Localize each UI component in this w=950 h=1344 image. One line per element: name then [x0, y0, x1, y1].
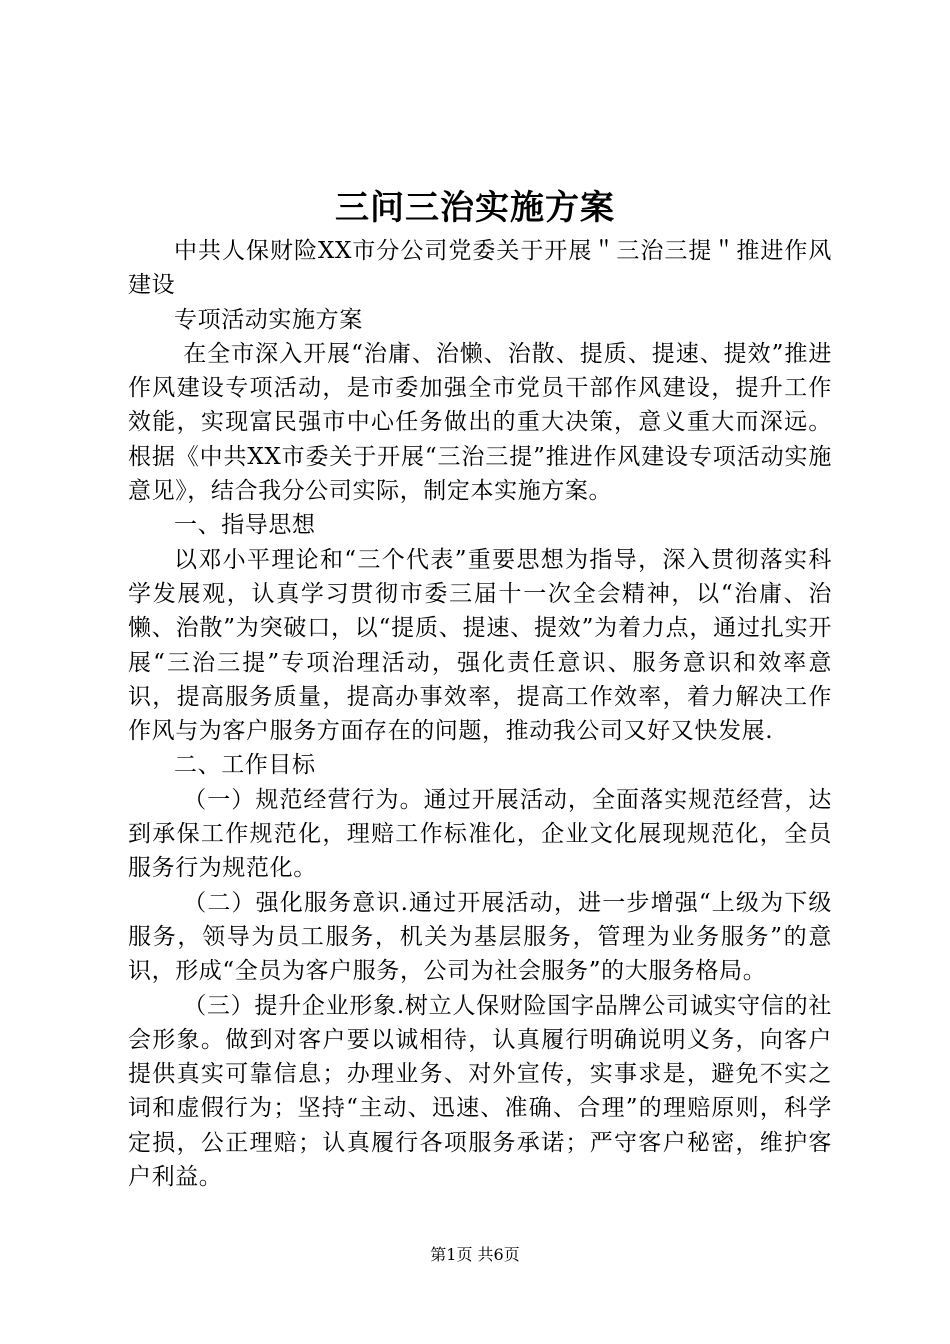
paragraph-goal-2: （二）强化服务意识.通过开展活动，进一步增强“上级为下级服务，领导为员工服务，机关为基层服务，管理为业务服务”的意识，形成“全员为客户服务，公司为社会服务”的大服务格局。 — [128, 889, 832, 985]
paragraph-goal-3: （三）提升企业形象.树立人保财险国字品牌公司诚实守信的社会形象。做到对客户要以诚相待，认真履行明确说明义务，向客户提供真实可靠信息；办理业务、对外宣传，实事求是，避免不实之词和虚假行为；坚持“主动、迅速、准确、合理”的理赔原则，科学定损，公正理赔；认真履行各项服务承诺；严守客户秘密，维护客户利益。 — [128, 992, 832, 1191]
section-heading-guiding-thought: 一、指导思想 — [174, 512, 316, 539]
paragraph-heading-line-1: 中共人保财险XX市分公司党委关于开展＂三治三提＂推进作风建设 — [128, 238, 832, 299]
paragraph-guiding-thought: 以邓小平理论和“三个代表”重要思想为指导，深入贯彻落实科学发展观，认真学习贯彻市委三届十一次全会精神，以“治庸、治懒、治散”为突破口，以“提质、提速、提效”为着力点，通过扎实开展“三治三提”专项治理活动，强化责任意识、服务意识和效率意识，提高服务质量，提高办事效率，提高工作效率，着力解决工作作风与为客户服务方面存在的问题，推动我公司又好又快发展. — [128, 546, 832, 745]
page-footer: 第1页 共6页 — [430, 1245, 520, 1264]
document-body — [128, 234, 832, 1194]
paragraph-heading-line-2: 专项活动实施方案 — [174, 306, 363, 333]
paragraph-goal-1: （一）规范经营行为。通过开展活动，全面落实规范经营，达到承保工作规范化，理赔工作标准化，企业文化展现规范化，全员服务行为规范化。 — [128, 786, 832, 882]
paragraph-intro: 在全市深入开展“治庸、治懒、治散、提质、提速、提效”推进作风建设专项活动，是市委加强全市党员干部作风建设，提升工作效能，实现富民强市中心任务做出的重大决策，意义重大而深远。根据《中共XX市委关于开展“三治三提”推进作风建设专项活动实施意见》，结合我分公司实际，制定本实施方案。 — [128, 340, 832, 505]
section-heading-work-goals: 二、工作目标 — [174, 752, 316, 779]
document-title: 三问三治实施方案 — [335, 188, 615, 228]
